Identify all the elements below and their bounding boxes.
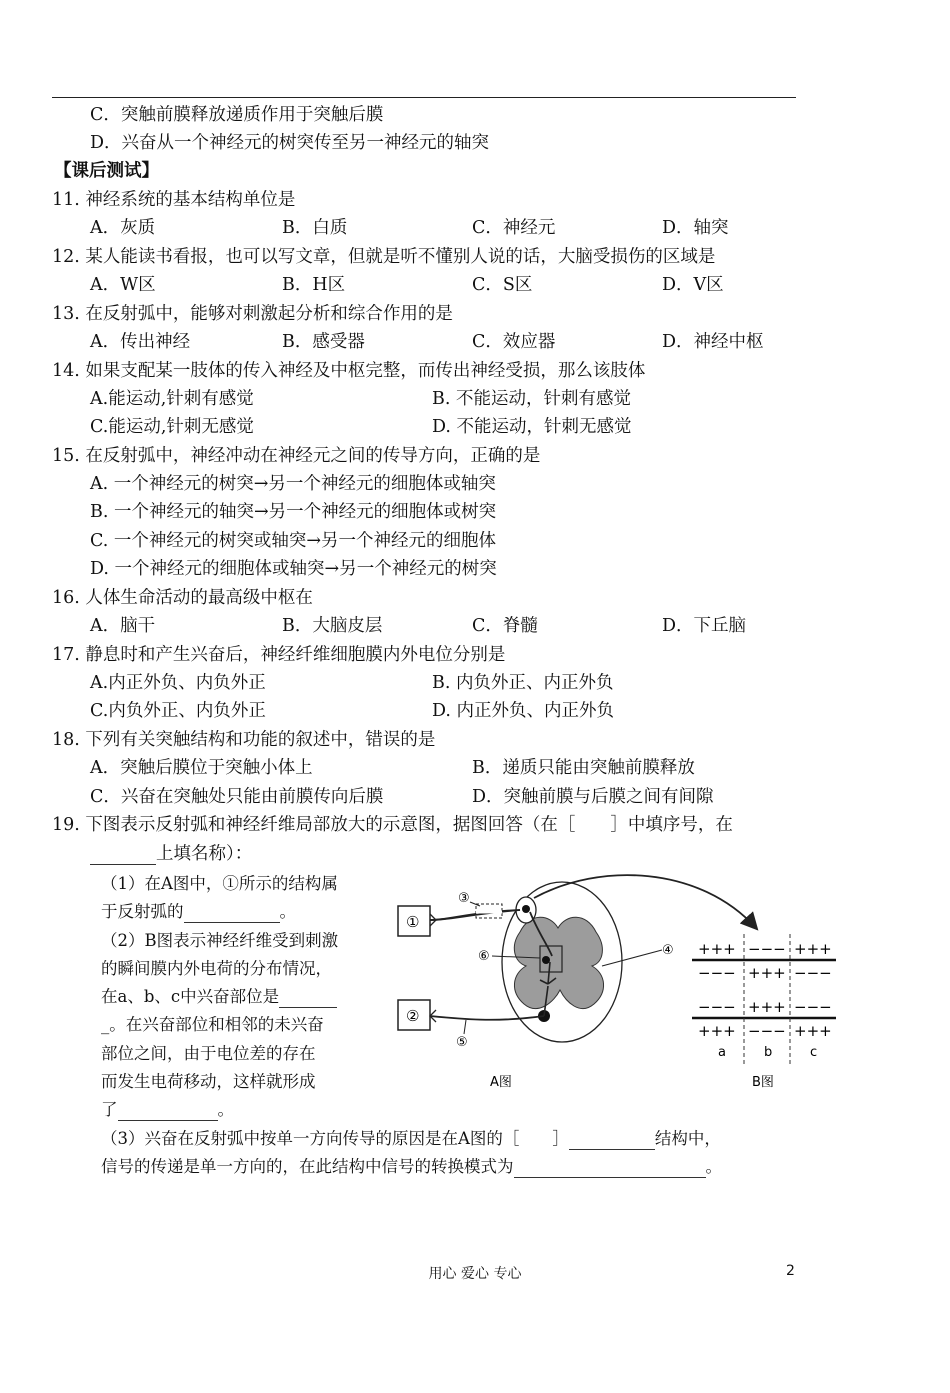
charge-r4-b: −−− — [748, 1022, 786, 1040]
q19-part1-text: 于反射弧的 — [101, 902, 184, 921]
q18-option-c: C．兴奋在突触处只能由前膜传向后膜 — [90, 787, 384, 807]
q19-part1-line2 — [101, 901, 296, 923]
q19-part2-line7 — [101, 1099, 234, 1121]
q19-part2-line4: _。在兴奋部位和相邻的未兴奋 — [101, 1015, 324, 1034]
q14-option-d: D. 不能运动，针刺无感觉 — [432, 417, 632, 437]
q12-option-a: A．W区 — [90, 275, 156, 295]
label-3: ③ — [458, 891, 470, 906]
q17-option-d: D. 内正外负、内正外负 — [432, 701, 615, 721]
q19-stem-b-text: 上填名称）： — [156, 844, 253, 864]
q13-option-a: A．传出神经 — [90, 332, 191, 352]
q15-option-d: D. 一个神经元的细胞体或轴突→另一个神经元的树突 — [90, 559, 497, 579]
option-d-prev: D．兴奋从一个神经元的树突传至另一神经元的轴突 — [90, 133, 490, 153]
question-12-stem: 12. 某人能读书看报，也可以写文章，但就是听不懂别人说的话，大脑受损伤的区域是 — [52, 247, 716, 267]
q19-part2-end: 。 — [217, 1100, 234, 1119]
q19-part3-line2 — [101, 1156, 722, 1178]
answer-blank-4[interactable] — [569, 1131, 655, 1150]
answer-blank-2[interactable] — [279, 989, 337, 1008]
section-title: 【课后测试】 — [54, 161, 159, 181]
q16-option-b: B．大脑皮层 — [282, 616, 383, 636]
question-11-stem: 11. 神经系统的基本结构单位是 — [52, 190, 296, 210]
reflex-arc-figure — [380, 862, 850, 1102]
q15-option-c: C. 一个神经元的树突或轴突→另一个神经元的细胞体 — [90, 531, 497, 551]
q11-option-c: C．神经元 — [472, 218, 556, 238]
segment-b: b — [764, 1045, 773, 1060]
q19-part3-end: 结构中， — [654, 1129, 721, 1148]
q15-option-a: A. 一个神经元的树突→另一个神经元的细胞体或轴突 — [90, 474, 496, 494]
q11-option-a: A．灰质 — [90, 218, 156, 238]
q19-part2-line2: 的瞬间膜内外电荷的分布情况， — [101, 959, 332, 978]
page-footer: 用心 爱心 专心 — [428, 1266, 522, 1282]
q19-part3-line1 — [101, 1128, 721, 1150]
question-13-stem: 13. 在反射弧中，能够对刺激起分析和综合作用的是 — [52, 304, 453, 324]
charge-r2-c: −−− — [794, 964, 832, 982]
question-19-stem-cont — [90, 843, 252, 865]
label-5: ⑤ — [456, 1035, 468, 1050]
q16-option-c: C．脊髓 — [472, 616, 538, 636]
label-2: ② — [406, 1007, 420, 1025]
q12-option-c: C．S区 — [472, 275, 533, 295]
q17-option-c: C.内负外正、内负外正 — [90, 701, 266, 721]
q14-option-c: C.能运动,针刺无感觉 — [90, 417, 254, 437]
q19-part2-line5: 部位之间，由于电位差的存在 — [101, 1044, 316, 1063]
question-17-stem: 17. 静息时和产生兴奋后，神经纤维细胞膜内外电位分别是 — [52, 645, 506, 665]
q17-option-b: B. 内负外正、内正外负 — [432, 673, 614, 693]
option-c-prev: C．突触前膜释放递质作用于突触后膜 — [90, 105, 384, 125]
q16-option-d: D．下丘脑 — [662, 616, 747, 636]
q14-option-a: A.能运动,针刺有感觉 — [90, 389, 254, 409]
question-14-stem: 14. 如果支配某一肢体的传入神经及中枢完整，而传出神经受损，那么该肢体 — [52, 361, 646, 381]
q19-part2-line3 — [101, 986, 337, 1008]
q13-option-d: D．神经中枢 — [662, 332, 764, 352]
caption-a: A图 — [490, 1075, 512, 1090]
q18-option-d: D．突触前膜与后膜之间有间隙 — [472, 787, 714, 807]
q19-part2-g: 了 — [101, 1100, 118, 1119]
q19-part2-line6: 而发生电荷移动，这样就形成 — [101, 1072, 316, 1091]
q12-option-b: B．H区 — [282, 275, 346, 295]
q17-option-a: A.内正外负、内负外正 — [90, 673, 266, 693]
q19-part3-text: （3）兴奋在反射弧中按单一方向传导的原因是在A图的［ ］ — [101, 1129, 569, 1148]
answer-blank-3[interactable] — [118, 1102, 218, 1121]
q13-option-b: B．感受器 — [282, 332, 365, 352]
label-1: ① — [406, 913, 420, 931]
charge-r4-a: +++ — [698, 1022, 736, 1040]
q18-option-b: B．递质只能由突触前膜释放 — [472, 758, 695, 778]
answer-blank-1[interactable] — [184, 904, 280, 923]
question-15-stem: 15. 在反射弧中，神经冲动在神经元之间的传导方向，正确的是 — [52, 446, 541, 466]
header-rule — [52, 97, 796, 98]
charge-r2-a: −−− — [698, 964, 736, 982]
q13-option-c: C．效应器 — [472, 332, 556, 352]
charge-r3-b: +++ — [748, 998, 786, 1016]
caption-b: B图 — [752, 1075, 774, 1090]
charge-r3-a: −−− — [698, 998, 736, 1016]
question-19-stem: 19. 下图表示反射弧和神经纤维局部放大的示意图，据图回答（在［ ］中填序号，在 — [52, 815, 733, 835]
nerve-fiber-diagram — [692, 934, 836, 1064]
q19-part1-line1: （1）在A图中，①所示的结构属 — [101, 874, 338, 893]
label-6: ⑥ — [478, 949, 490, 964]
question-16-stem: 16. 人体生命活动的最高级中枢在 — [52, 588, 313, 608]
q12-option-d: D．V区 — [662, 275, 724, 295]
segment-a: a — [718, 1045, 726, 1060]
q16-option-a: A．脑干 — [90, 616, 156, 636]
q19-part3-text-b: 信号的传递是单一方向的，在此结构中信号的转换模式为 — [101, 1157, 514, 1176]
blank-line — [90, 846, 156, 865]
q14-option-b: B. 不能运动，针刺有感觉 — [432, 389, 631, 409]
q15-option-b: B. 一个神经元的轴突→另一个神经元的细胞体或树突 — [90, 502, 497, 522]
q19-part1-end: 。 — [279, 902, 296, 921]
q11-option-b: B．白质 — [282, 218, 348, 238]
q18-option-a: A．突触后膜位于突触小体上 — [90, 758, 313, 778]
charge-r1-a: +++ — [698, 940, 736, 958]
charge-r1-b: −−− — [748, 940, 786, 958]
page-number: 2 — [786, 1263, 795, 1279]
charge-r3-c: −−− — [794, 998, 832, 1016]
segment-c: c — [810, 1045, 818, 1060]
charge-r1-c: +++ — [794, 940, 832, 958]
q11-option-d: D．轴突 — [662, 218, 729, 238]
q19-part3-end-b: 。 — [705, 1157, 722, 1176]
charge-r2-b: +++ — [748, 964, 786, 982]
q19-part2-text: 在a、b、c中兴奋部位是 — [101, 987, 280, 1006]
answer-blank-5[interactable] — [514, 1159, 706, 1178]
question-18-stem: 18. 下列有关突触结构和功能的叙述中，错误的是 — [52, 730, 436, 750]
q19-part2-line1: （2）B图表示神经纤维受到刺激 — [101, 931, 339, 950]
label-4: ④ — [662, 943, 674, 958]
charge-r4-c: +++ — [794, 1022, 832, 1040]
